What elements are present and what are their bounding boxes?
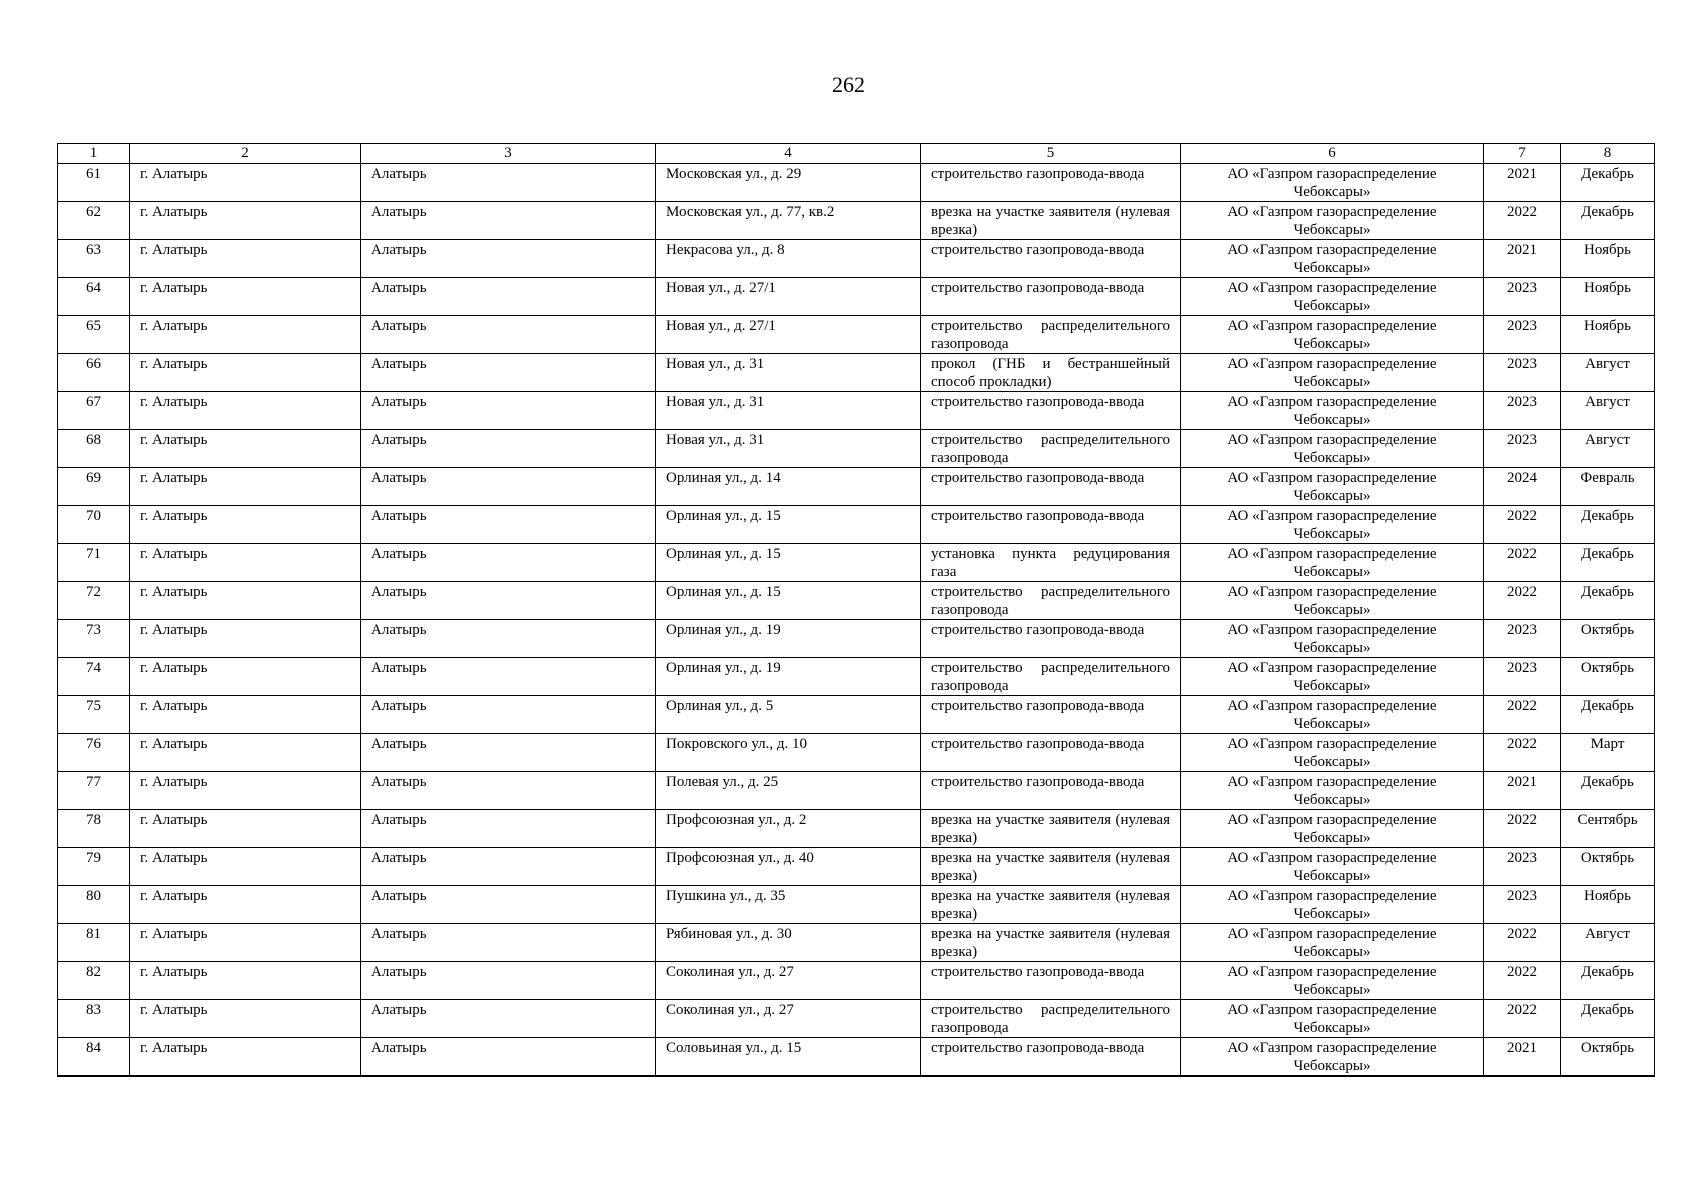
organization-cell: АО «Газпром газораспределение Чебоксары» xyxy=(1181,696,1484,734)
address-cell: Покровского ул., д. 10 xyxy=(656,734,921,772)
work-type-cell: строительство газопровода-ввода xyxy=(921,1038,1181,1077)
row-number-cell: 69 xyxy=(58,468,130,506)
locality-cell: Алатырь xyxy=(361,620,656,658)
organization-cell: АО «Газпром газораспределение Чебоксары» xyxy=(1181,164,1484,202)
month-cell: Октябрь xyxy=(1561,848,1655,886)
month-cell: Декабрь xyxy=(1561,506,1655,544)
address-cell: Орлиная ул., д. 15 xyxy=(656,544,921,582)
year-cell: 2023 xyxy=(1484,620,1561,658)
table-row xyxy=(58,886,1655,924)
row-number-cell: 81 xyxy=(58,924,130,962)
municipality-cell: г. Алатырь xyxy=(130,620,361,658)
work-type-cell: строительство газопровода-ввода xyxy=(921,620,1181,658)
municipality-cell: г. Алатырь xyxy=(130,240,361,278)
organization-cell: АО «Газпром газораспределение Чебоксары» xyxy=(1181,620,1484,658)
work-type-cell: строительство газопровода-ввода xyxy=(921,506,1181,544)
month-cell: Октябрь xyxy=(1561,658,1655,696)
municipality-cell: г. Алатырь xyxy=(130,430,361,468)
column-number-header: 6 xyxy=(1181,144,1484,164)
row-number-cell: 63 xyxy=(58,240,130,278)
table-row xyxy=(58,354,1655,392)
organization-cell: АО «Газпром газораспределение Чебоксары» xyxy=(1181,1038,1484,1077)
year-cell: 2021 xyxy=(1484,240,1561,278)
organization-cell: АО «Газпром газораспределение Чебоксары» xyxy=(1181,202,1484,240)
work-type-cell: строительство газопровода-ввода xyxy=(921,468,1181,506)
locality-cell: Алатырь xyxy=(361,468,656,506)
table-row xyxy=(58,202,1655,240)
year-cell: 2022 xyxy=(1484,202,1561,240)
locality-cell: Алатырь xyxy=(361,1038,656,1077)
column-number-header: 4 xyxy=(656,144,921,164)
municipality-cell: г. Алатырь xyxy=(130,544,361,582)
table-row xyxy=(58,848,1655,886)
work-type-cell: врезка на участке заявителя (нулевая врезка) xyxy=(921,924,1181,962)
month-cell: Декабрь xyxy=(1561,696,1655,734)
organization-cell: АО «Газпром газораспределение Чебоксары» xyxy=(1181,810,1484,848)
month-cell: Август xyxy=(1561,354,1655,392)
month-cell: Декабрь xyxy=(1561,164,1655,202)
table-row xyxy=(58,278,1655,316)
year-cell: 2023 xyxy=(1484,430,1561,468)
table-body xyxy=(58,144,1655,1077)
organization-cell: АО «Газпром газораспределение Чебоксары» xyxy=(1181,278,1484,316)
month-cell: Декабрь xyxy=(1561,1000,1655,1038)
row-number-cell: 76 xyxy=(58,734,130,772)
year-cell: 2024 xyxy=(1484,468,1561,506)
organization-cell: АО «Газпром газораспределение Чебоксары» xyxy=(1181,582,1484,620)
month-cell: Февраль xyxy=(1561,468,1655,506)
locality-cell: Алатырь xyxy=(361,696,656,734)
address-cell: Пушкина ул., д. 35 xyxy=(656,886,921,924)
locality-cell: Алатырь xyxy=(361,278,656,316)
municipality-cell: г. Алатырь xyxy=(130,886,361,924)
row-number-cell: 71 xyxy=(58,544,130,582)
municipality-cell: г. Алатырь xyxy=(130,924,361,962)
municipality-cell: г. Алатырь xyxy=(130,1000,361,1038)
table-row xyxy=(58,620,1655,658)
locality-cell: Алатырь xyxy=(361,848,656,886)
organization-cell: АО «Газпром газораспределение Чебоксары» xyxy=(1181,734,1484,772)
municipality-cell: г. Алатырь xyxy=(130,468,361,506)
locality-cell: Алатырь xyxy=(361,734,656,772)
locality-cell: Алатырь xyxy=(361,202,656,240)
table-row xyxy=(58,582,1655,620)
gasification-schedule-table xyxy=(57,143,1655,1077)
table-row xyxy=(58,164,1655,202)
municipality-cell: г. Алатырь xyxy=(130,164,361,202)
organization-cell: АО «Газпром газораспределение Чебоксары» xyxy=(1181,392,1484,430)
table-row xyxy=(58,924,1655,962)
table-row xyxy=(58,392,1655,430)
work-type-cell: строительство газопровода-ввода xyxy=(921,240,1181,278)
month-cell: Декабрь xyxy=(1561,582,1655,620)
row-number-cell: 64 xyxy=(58,278,130,316)
month-cell: Август xyxy=(1561,924,1655,962)
organization-cell: АО «Газпром газораспределение Чебоксары» xyxy=(1181,240,1484,278)
year-cell: 2021 xyxy=(1484,164,1561,202)
row-number-cell: 72 xyxy=(58,582,130,620)
address-cell: Орлиная ул., д. 19 xyxy=(656,620,921,658)
organization-cell: АО «Газпром газораспределение Чебоксары» xyxy=(1181,468,1484,506)
municipality-cell: г. Алатырь xyxy=(130,658,361,696)
table-row xyxy=(58,1000,1655,1038)
locality-cell: Алатырь xyxy=(361,962,656,1000)
row-number-cell: 67 xyxy=(58,392,130,430)
work-type-cell: врезка на участке заявителя (нулевая врезка) xyxy=(921,886,1181,924)
address-cell: Новая ул., д. 27/1 xyxy=(656,316,921,354)
month-cell: Декабрь xyxy=(1561,202,1655,240)
row-number-cell: 66 xyxy=(58,354,130,392)
year-cell: 2023 xyxy=(1484,848,1561,886)
row-number-cell: 77 xyxy=(58,772,130,810)
work-type-cell: строительство распределительного газопровода xyxy=(921,1000,1181,1038)
column-number-header: 1 xyxy=(58,144,130,164)
locality-cell: Алатырь xyxy=(361,164,656,202)
municipality-cell: г. Алатырь xyxy=(130,278,361,316)
row-number-cell: 70 xyxy=(58,506,130,544)
year-cell: 2023 xyxy=(1484,886,1561,924)
address-cell: Орлиная ул., д. 19 xyxy=(656,658,921,696)
address-cell: Соловьиная ул., д. 15 xyxy=(656,1038,921,1077)
address-cell: Орлиная ул., д. 5 xyxy=(656,696,921,734)
address-cell: Рябиновая ул., д. 30 xyxy=(656,924,921,962)
column-number-header: 5 xyxy=(921,144,1181,164)
locality-cell: Алатырь xyxy=(361,240,656,278)
year-cell: 2023 xyxy=(1484,278,1561,316)
month-cell: Август xyxy=(1561,392,1655,430)
work-type-cell: врезка на участке заявителя (нулевая врезка) xyxy=(921,202,1181,240)
row-number-cell: 79 xyxy=(58,848,130,886)
address-cell: Новая ул., д. 31 xyxy=(656,430,921,468)
table-row xyxy=(58,810,1655,848)
work-type-cell: строительство газопровода-ввода xyxy=(921,734,1181,772)
year-cell: 2023 xyxy=(1484,658,1561,696)
table-row xyxy=(58,506,1655,544)
locality-cell: Алатырь xyxy=(361,810,656,848)
locality-cell: Алатырь xyxy=(361,430,656,468)
work-type-cell: строительство распределительного газопровода xyxy=(921,316,1181,354)
address-cell: Орлиная ул., д. 15 xyxy=(656,506,921,544)
municipality-cell: г. Алатырь xyxy=(130,696,361,734)
month-cell: Март xyxy=(1561,734,1655,772)
locality-cell: Алатырь xyxy=(361,544,656,582)
locality-cell: Алатырь xyxy=(361,316,656,354)
row-number-cell: 68 xyxy=(58,430,130,468)
locality-cell: Алатырь xyxy=(361,772,656,810)
year-cell: 2021 xyxy=(1484,1038,1561,1077)
locality-cell: Алатырь xyxy=(361,582,656,620)
work-type-cell: установка пункта редуцирования газа xyxy=(921,544,1181,582)
work-type-cell: строительство газопровода-ввода xyxy=(921,278,1181,316)
table-row xyxy=(58,316,1655,354)
column-number-header: 8 xyxy=(1561,144,1655,164)
work-type-cell: врезка на участке заявителя (нулевая врезка) xyxy=(921,810,1181,848)
table-row xyxy=(58,658,1655,696)
table-row xyxy=(58,430,1655,468)
address-cell: Некрасова ул., д. 8 xyxy=(656,240,921,278)
work-type-cell: прокол (ГНБ и бестраншейный способ прокладки) xyxy=(921,354,1181,392)
year-cell: 2021 xyxy=(1484,772,1561,810)
municipality-cell: г. Алатырь xyxy=(130,1038,361,1077)
month-cell: Ноябрь xyxy=(1561,278,1655,316)
municipality-cell: г. Алатырь xyxy=(130,734,361,772)
address-cell: Профсоюзная ул., д. 2 xyxy=(656,810,921,848)
column-number-header: 3 xyxy=(361,144,656,164)
address-cell: Новая ул., д. 31 xyxy=(656,392,921,430)
work-type-cell: строительство газопровода-ввода xyxy=(921,772,1181,810)
address-cell: Московская ул., д. 77, кв.2 xyxy=(656,202,921,240)
organization-cell: АО «Газпром газораспределение Чебоксары» xyxy=(1181,430,1484,468)
municipality-cell: г. Алатырь xyxy=(130,354,361,392)
row-number-cell: 80 xyxy=(58,886,130,924)
locality-cell: Алатырь xyxy=(361,886,656,924)
year-cell: 2022 xyxy=(1484,506,1561,544)
year-cell: 2022 xyxy=(1484,962,1561,1000)
organization-cell: АО «Газпром газораспределение Чебоксары» xyxy=(1181,544,1484,582)
row-number-cell: 84 xyxy=(58,1038,130,1077)
locality-cell: Алатырь xyxy=(361,924,656,962)
month-cell: Декабрь xyxy=(1561,772,1655,810)
municipality-cell: г. Алатырь xyxy=(130,202,361,240)
address-cell: Соколиная ул., д. 27 xyxy=(656,962,921,1000)
municipality-cell: г. Алатырь xyxy=(130,848,361,886)
work-type-cell: строительство газопровода-ввода xyxy=(921,962,1181,1000)
year-cell: 2022 xyxy=(1484,734,1561,772)
municipality-cell: г. Алатырь xyxy=(130,772,361,810)
table-row xyxy=(58,240,1655,278)
address-cell: Орлиная ул., д. 15 xyxy=(656,582,921,620)
locality-cell: Алатырь xyxy=(361,392,656,430)
work-type-cell: строительство распределительного газопровода xyxy=(921,658,1181,696)
column-number-header: 2 xyxy=(130,144,361,164)
page-number: 262 xyxy=(832,72,865,97)
month-cell: Ноябрь xyxy=(1561,886,1655,924)
work-type-cell: врезка на участке заявителя (нулевая врезка) xyxy=(921,848,1181,886)
organization-cell: АО «Газпром газораспределение Чебоксары» xyxy=(1181,658,1484,696)
address-cell: Полевая ул., д. 25 xyxy=(656,772,921,810)
organization-cell: АО «Газпром газораспределение Чебоксары» xyxy=(1181,354,1484,392)
locality-cell: Алатырь xyxy=(361,1000,656,1038)
row-number-cell: 78 xyxy=(58,810,130,848)
address-cell: Новая ул., д. 31 xyxy=(656,354,921,392)
row-number-cell: 73 xyxy=(58,620,130,658)
work-type-cell: строительство газопровода-ввода xyxy=(921,392,1181,430)
table-row xyxy=(58,1038,1655,1077)
year-cell: 2022 xyxy=(1484,810,1561,848)
organization-cell: АО «Газпром газораспределение Чебоксары» xyxy=(1181,924,1484,962)
month-cell: Ноябрь xyxy=(1561,240,1655,278)
year-cell: 2023 xyxy=(1484,316,1561,354)
month-cell: Ноябрь xyxy=(1561,316,1655,354)
month-cell: Октябрь xyxy=(1561,620,1655,658)
municipality-cell: г. Алатырь xyxy=(130,506,361,544)
address-cell: Московская ул., д. 29 xyxy=(656,164,921,202)
organization-cell: АО «Газпром газораспределение Чебоксары» xyxy=(1181,886,1484,924)
work-type-cell: строительство распределительного газопровода xyxy=(921,430,1181,468)
organization-cell: АО «Газпром газораспределение Чебоксары» xyxy=(1181,962,1484,1000)
column-number-header: 7 xyxy=(1484,144,1561,164)
address-cell: Профсоюзная ул., д. 40 xyxy=(656,848,921,886)
table-row xyxy=(58,468,1655,506)
table-row xyxy=(58,772,1655,810)
month-cell: Декабрь xyxy=(1561,962,1655,1000)
table-row xyxy=(58,734,1655,772)
organization-cell: АО «Газпром газораспределение Чебоксары» xyxy=(1181,1000,1484,1038)
locality-cell: Алатырь xyxy=(361,354,656,392)
municipality-cell: г. Алатырь xyxy=(130,316,361,354)
work-type-cell: строительство газопровода-ввода xyxy=(921,696,1181,734)
locality-cell: Алатырь xyxy=(361,658,656,696)
address-cell: Орлиная ул., д. 14 xyxy=(656,468,921,506)
work-type-cell: строительство газопровода-ввода xyxy=(921,164,1181,202)
year-cell: 2022 xyxy=(1484,1000,1561,1038)
month-cell: Сентябрь xyxy=(1561,810,1655,848)
year-cell: 2022 xyxy=(1484,544,1561,582)
address-cell: Соколиная ул., д. 27 xyxy=(656,1000,921,1038)
row-number-cell: 65 xyxy=(58,316,130,354)
locality-cell: Алатырь xyxy=(361,506,656,544)
year-cell: 2022 xyxy=(1484,696,1561,734)
organization-cell: АО «Газпром газораспределение Чебоксары» xyxy=(1181,316,1484,354)
row-number-cell: 61 xyxy=(58,164,130,202)
table-row xyxy=(58,544,1655,582)
column-number-header-row xyxy=(58,144,1655,164)
row-number-cell: 82 xyxy=(58,962,130,1000)
organization-cell: АО «Газпром газораспределение Чебоксары» xyxy=(1181,848,1484,886)
organization-cell: АО «Газпром газораспределение Чебоксары» xyxy=(1181,506,1484,544)
row-number-cell: 62 xyxy=(58,202,130,240)
month-cell: Октябрь xyxy=(1561,1038,1655,1077)
municipality-cell: г. Алатырь xyxy=(130,962,361,1000)
year-cell: 2022 xyxy=(1484,582,1561,620)
table-row xyxy=(58,962,1655,1000)
row-number-cell: 83 xyxy=(58,1000,130,1038)
table-row xyxy=(58,696,1655,734)
row-number-cell: 74 xyxy=(58,658,130,696)
municipality-cell: г. Алатырь xyxy=(130,392,361,430)
municipality-cell: г. Алатырь xyxy=(130,810,361,848)
month-cell: Декабрь xyxy=(1561,544,1655,582)
work-type-cell: строительство распределительного газопровода xyxy=(921,582,1181,620)
address-cell: Новая ул., д. 27/1 xyxy=(656,278,921,316)
year-cell: 2023 xyxy=(1484,354,1561,392)
year-cell: 2022 xyxy=(1484,924,1561,962)
month-cell: Август xyxy=(1561,430,1655,468)
row-number-cell: 75 xyxy=(58,696,130,734)
year-cell: 2023 xyxy=(1484,392,1561,430)
municipality-cell: г. Алатырь xyxy=(130,582,361,620)
organization-cell: АО «Газпром газораспределение Чебоксары» xyxy=(1181,772,1484,810)
